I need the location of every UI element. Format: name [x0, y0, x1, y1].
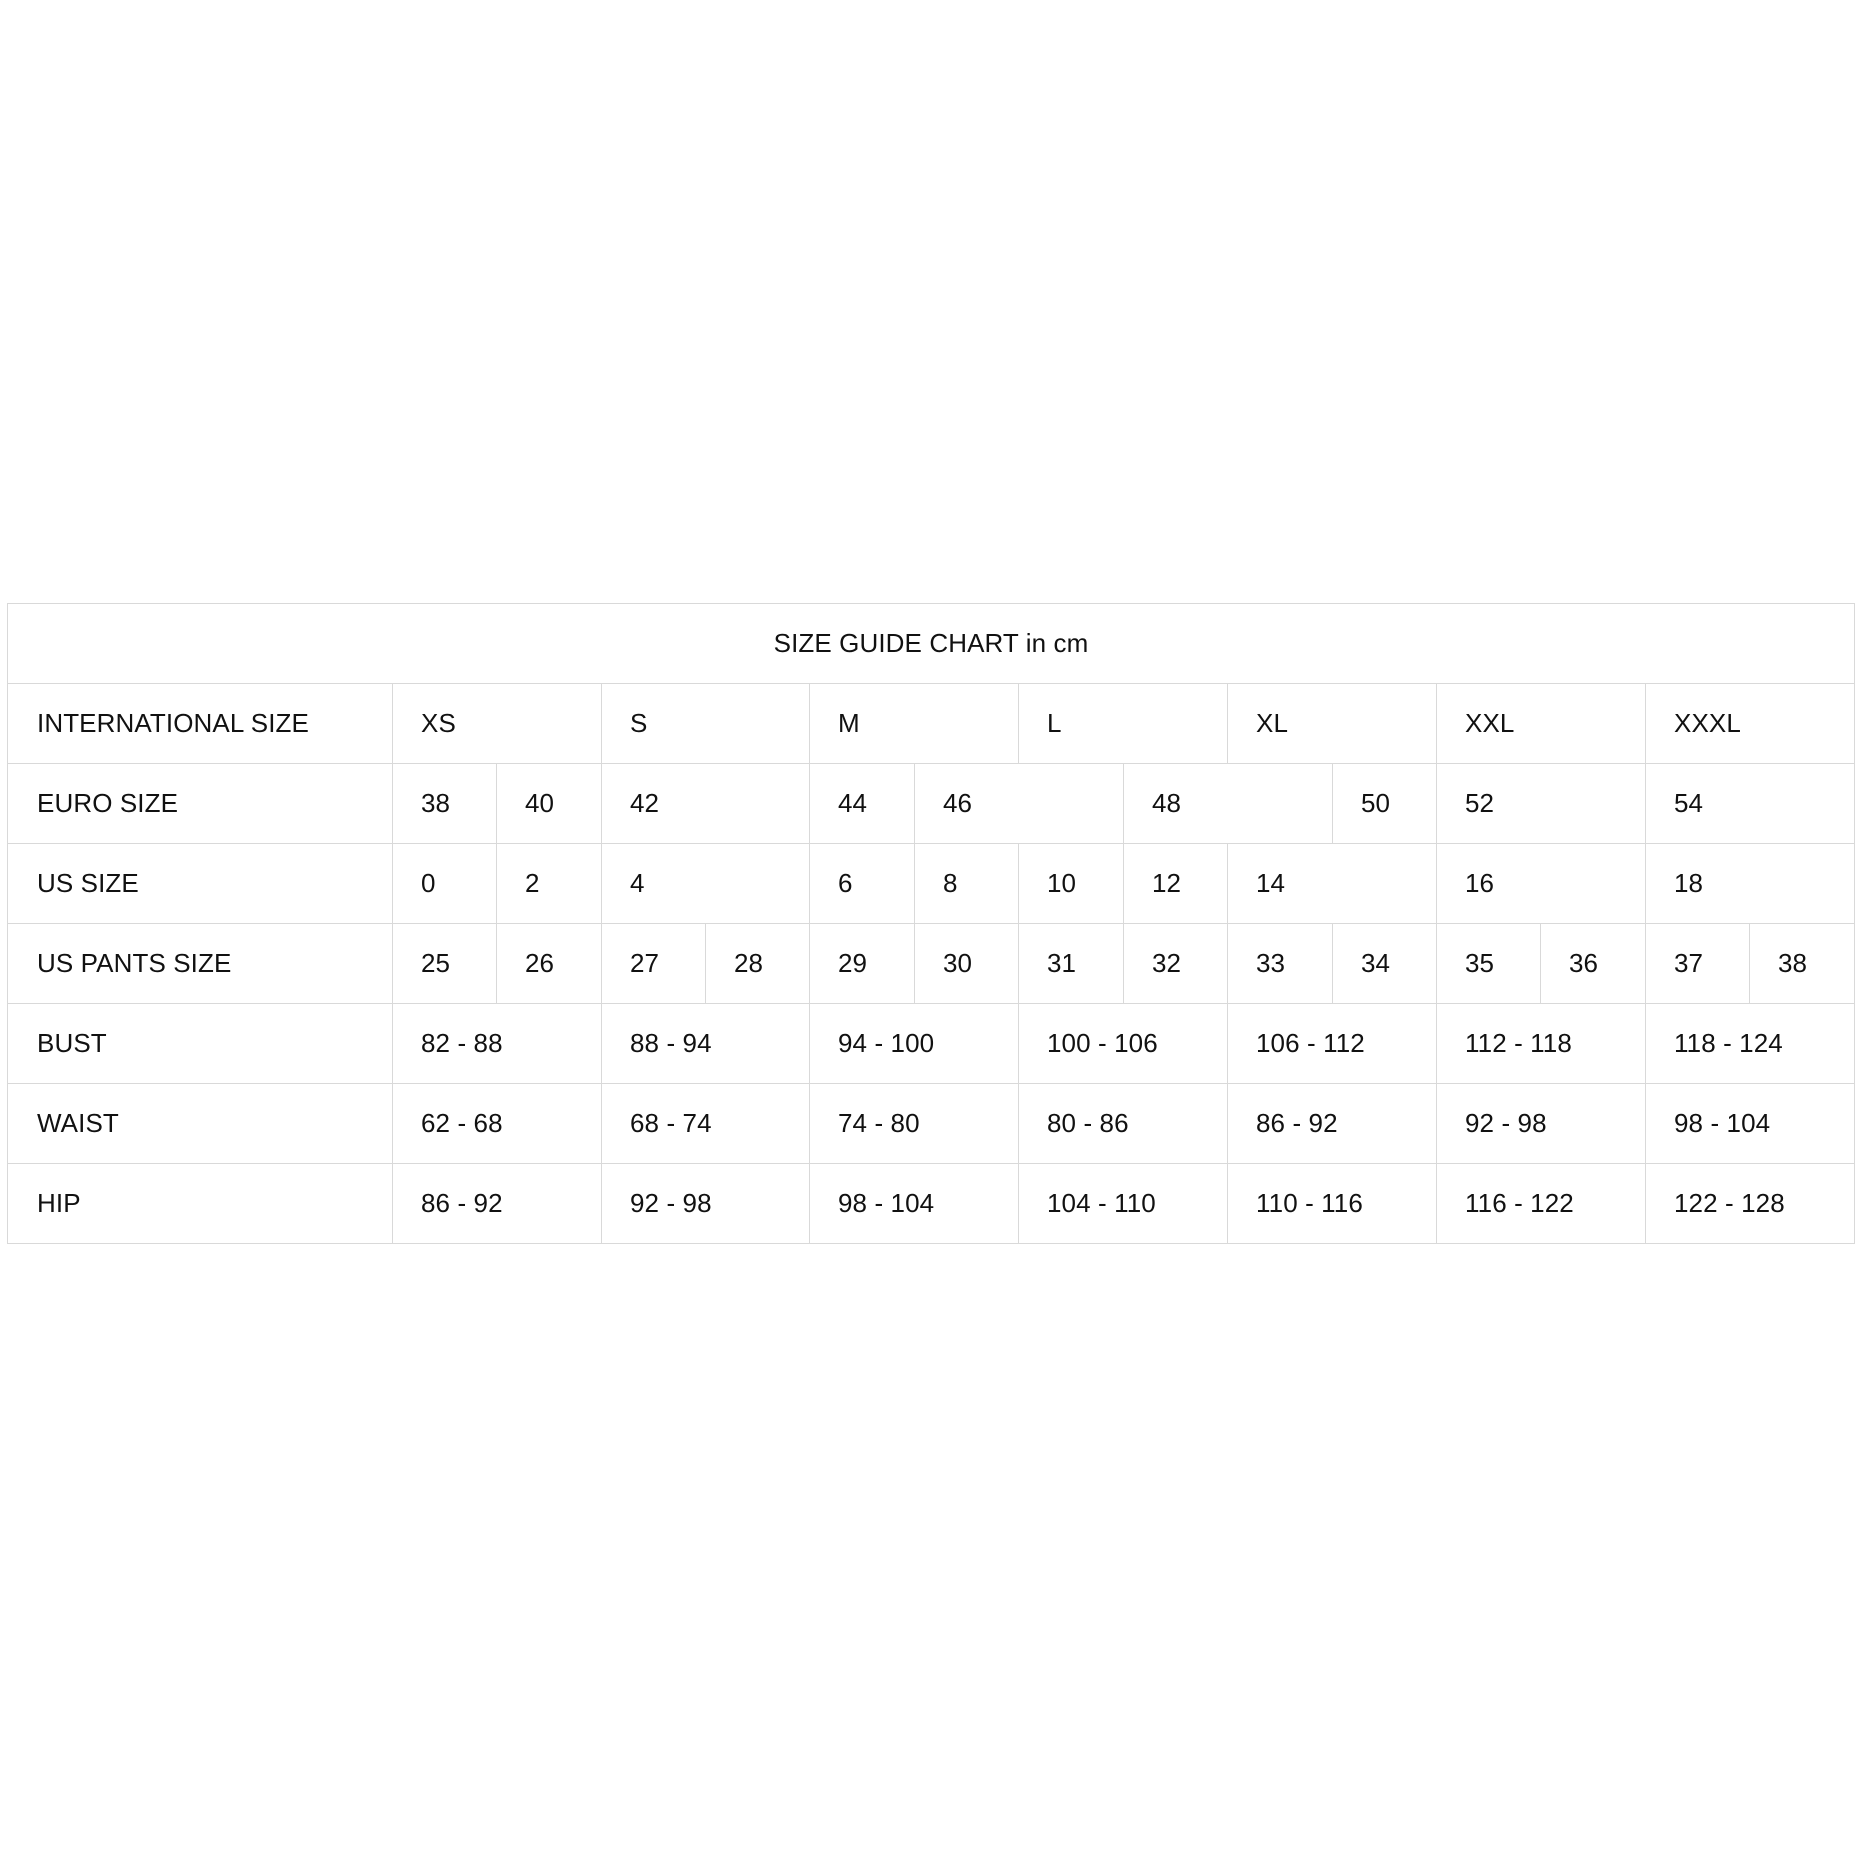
bust-cell: 94 - 100 [810, 1004, 1019, 1084]
bust-cell: 88 - 94 [602, 1004, 810, 1084]
us-pants-size-cell: 25 [393, 924, 497, 1004]
us-size-cell: 16 [1437, 844, 1646, 924]
waist-cell: 68 - 74 [602, 1084, 810, 1164]
us-pants-size-cell: 33 [1228, 924, 1333, 1004]
hip-cell: 116 - 122 [1437, 1164, 1646, 1244]
international-size-cell: XXL [1437, 684, 1646, 764]
euro-size-cell: 38 [393, 764, 497, 844]
row-label-us-size: US SIZE [8, 844, 393, 924]
us-pants-size-cell: 26 [497, 924, 602, 1004]
international-size-cell: XL [1228, 684, 1437, 764]
hip-cell: 104 - 110 [1019, 1164, 1228, 1244]
euro-size-cell: 52 [1437, 764, 1646, 844]
waist-cell: 62 - 68 [393, 1084, 602, 1164]
us-size-cell: 0 [393, 844, 497, 924]
us-pants-size-cell: 32 [1124, 924, 1228, 1004]
us-size-cell: 12 [1124, 844, 1228, 924]
waist-cell: 86 - 92 [1228, 1084, 1437, 1164]
international-size-cell: XS [393, 684, 602, 764]
size-guide-table [7, 603, 1855, 1244]
euro-size-cell: 48 [1124, 764, 1333, 844]
international-size-cell: XXXL [1646, 684, 1855, 764]
euro-size-cell: 40 [497, 764, 602, 844]
us-size-cell: 2 [497, 844, 602, 924]
row-label-hip: HIP [8, 1164, 393, 1244]
waist-row [8, 1084, 1855, 1164]
us-size-cell: 14 [1228, 844, 1437, 924]
euro-size-cell: 44 [810, 764, 915, 844]
us-size-cell: 4 [602, 844, 810, 924]
bust-row [8, 1004, 1855, 1084]
waist-cell: 80 - 86 [1019, 1084, 1228, 1164]
us-pants-size-cell: 34 [1333, 924, 1437, 1004]
us-pants-size-cell: 29 [810, 924, 915, 1004]
waist-cell: 98 - 104 [1646, 1084, 1855, 1164]
international-size-cell: M [810, 684, 1019, 764]
row-label-international-size: INTERNATIONAL SIZE [8, 684, 393, 764]
us-pants-size-cell: 36 [1541, 924, 1646, 1004]
hip-cell: 98 - 104 [810, 1164, 1019, 1244]
us-pants-size-cell: 38 [1750, 924, 1855, 1004]
international-size-cell: L [1019, 684, 1228, 764]
us-pants-size-cell: 31 [1019, 924, 1124, 1004]
international-size-cell: S [602, 684, 810, 764]
us-pants-size-cell: 35 [1437, 924, 1541, 1004]
bust-cell: 82 - 88 [393, 1004, 602, 1084]
bust-cell: 106 - 112 [1228, 1004, 1437, 1084]
hip-cell: 110 - 116 [1228, 1164, 1437, 1244]
euro-size-row [8, 764, 1855, 844]
euro-size-cell: 46 [915, 764, 1124, 844]
us-pants-size-cell: 37 [1646, 924, 1750, 1004]
us-size-cell: 18 [1646, 844, 1855, 924]
euro-size-cell: 50 [1333, 764, 1437, 844]
us-pants-size-cell: 28 [706, 924, 810, 1004]
title-row [8, 604, 1855, 684]
waist-cell: 74 - 80 [810, 1084, 1019, 1164]
hip-cell: 122 - 128 [1646, 1164, 1855, 1244]
row-label-euro-size: EURO SIZE [8, 764, 393, 844]
hip-cell: 86 - 92 [393, 1164, 602, 1244]
row-label-waist: WAIST [8, 1084, 393, 1164]
us-size-cell: 8 [915, 844, 1019, 924]
euro-size-cell: 42 [602, 764, 810, 844]
hip-row [8, 1164, 1855, 1244]
us-pants-size-cell: 27 [602, 924, 706, 1004]
bust-cell: 100 - 106 [1019, 1004, 1228, 1084]
row-label-bust: BUST [8, 1004, 393, 1084]
waist-cell: 92 - 98 [1437, 1084, 1646, 1164]
table-title: SIZE GUIDE CHART in cm [8, 604, 1855, 684]
row-label-us-pants-size: US PANTS SIZE [8, 924, 393, 1004]
bust-cell: 112 - 118 [1437, 1004, 1646, 1084]
hip-cell: 92 - 98 [602, 1164, 810, 1244]
euro-size-cell: 54 [1646, 764, 1855, 844]
us-pants-size-cell: 30 [915, 924, 1019, 1004]
us-size-cell: 6 [810, 844, 915, 924]
us-size-row [8, 844, 1855, 924]
international-size-row [8, 684, 1855, 764]
us-pants-size-row [8, 924, 1855, 1004]
us-size-cell: 10 [1019, 844, 1124, 924]
bust-cell: 118 - 124 [1646, 1004, 1855, 1084]
